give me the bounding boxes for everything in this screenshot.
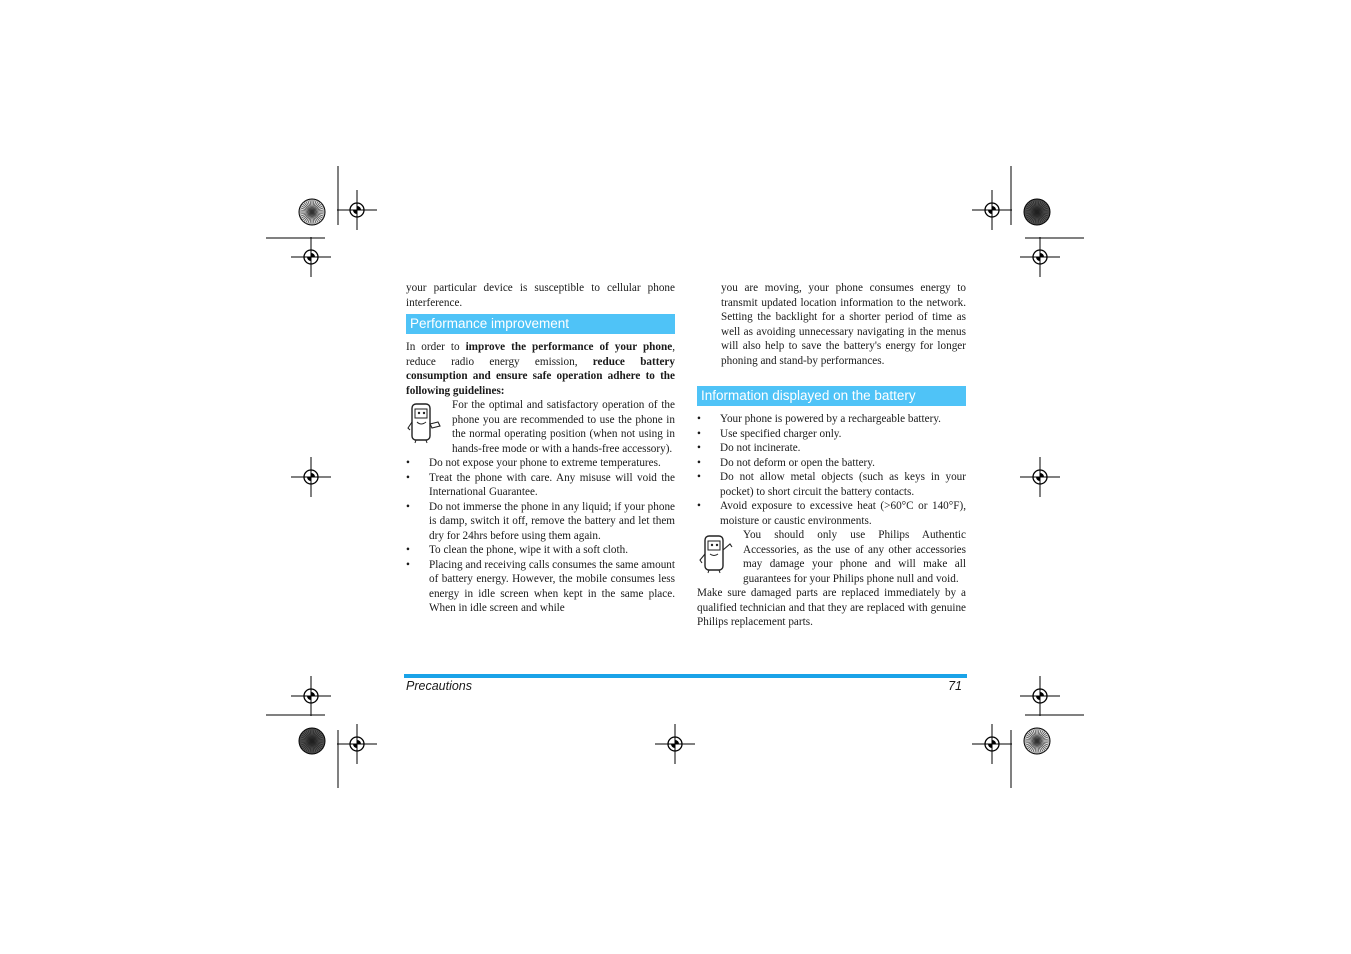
section-heading-performance: Performance improvement (406, 314, 675, 334)
starburst-circle-icon (299, 728, 325, 754)
intro-text: your particular device is susceptible to cellular phone interference. (406, 282, 675, 309)
crosshair-target-icon (655, 724, 695, 764)
page-number: 71 (948, 679, 962, 693)
left-column-body (406, 340, 675, 616)
crosshair-target-icon (291, 676, 331, 716)
list-item: • Use specified charger only. (697, 427, 966, 442)
performance-intro-run: In order to (406, 341, 466, 353)
right-column-body (697, 412, 966, 630)
starburst-circle-icon (299, 199, 325, 225)
crosshair-target-icon (337, 724, 377, 764)
list-item: • Placing and receiving calls consumes the same amount of battery energy. However, the mobile consumes less energy in idle screen when kept in the same place. When in idle screen and while (406, 558, 675, 616)
phone-character-icon (406, 400, 446, 444)
list-item: • Treat the phone with care. Any misuse will void the International Guarantee. (406, 471, 675, 500)
crosshair-target-icon (1020, 676, 1060, 716)
performance-intro-run: reduce battery consumption and ensure safe operation adhere to the following guidelines: (406, 355, 675, 397)
left-column (406, 281, 675, 310)
list-item: • Do not allow metal objects (such as keys in your pocket) to short circuit the battery contacts. (697, 470, 966, 499)
performance-intro-run: improve the performance of your phone (465, 341, 673, 353)
starburst-circle-icon (1024, 199, 1050, 225)
note-text-right: You should only use Philips Authentic Accessories, as the use of any other accessories may damage your phone and will make all guarantees for your Philips phone null and void. (743, 529, 966, 585)
right-column (721, 281, 966, 368)
crosshair-target-icon (291, 237, 331, 277)
crosshair-target-icon (1020, 237, 1060, 277)
list-item: • Do not deform or open the battery. (697, 456, 966, 471)
note-box-left (406, 398, 675, 456)
footer-section-title: Precautions (406, 679, 473, 693)
crosshair-target-icon (972, 724, 1012, 764)
crosshair-target-icon (291, 457, 331, 497)
list-item: • Your phone is powered by a rechargeable battery. (697, 412, 966, 427)
note-text-left: For the optimal and satisfactory operation of the phone you are recommended to use the phone in the normal operating position (when not using in hands-free mode or with a hands-free accessory). (452, 399, 675, 455)
list-item: • Do not immerse the phone in any liquid; if your phone is damp, switch it off, remove the battery and let them dry for 24hrs before using them again. (406, 500, 675, 544)
crosshair-target-icon (1020, 457, 1060, 497)
footer-rule (404, 674, 967, 678)
crosshair-target-icon (337, 190, 377, 230)
closing-text: Make sure damaged parts are replaced immediately by a qualified technician and that they are replaced with genuine Philips replacement parts. (697, 587, 966, 628)
note-box-right (697, 528, 966, 586)
performance-intro-run: , reduce radio energy emission, (406, 341, 675, 368)
list-item: • Avoid exposure to excessive heat (>60°C or 140°F), moisture or caustic environments. (697, 499, 966, 528)
left-bullet-list (406, 456, 675, 616)
list-item: • Do not expose your phone to extreme temperatures. (406, 456, 675, 471)
performance-intro (406, 340, 675, 398)
continuation-text: you are moving, your phone consumes energy to transmit updated location information to the network. Setting the backlight for a shorter period of time as well as avoiding unnecessary navigating in the menus will also help to save the battery's energy for longer phoning and stand-by performances. (721, 282, 966, 367)
list-item: • To clean the phone, wipe it with a soft cloth. (406, 543, 675, 558)
phone-character-icon (697, 530, 737, 574)
right-bullet-list (697, 412, 966, 528)
list-item: • Do not incinerate. (697, 441, 966, 456)
section-heading-battery: Information displayed on the battery (697, 386, 966, 406)
crosshair-target-icon (972, 190, 1012, 230)
starburst-circle-icon (1024, 728, 1050, 754)
